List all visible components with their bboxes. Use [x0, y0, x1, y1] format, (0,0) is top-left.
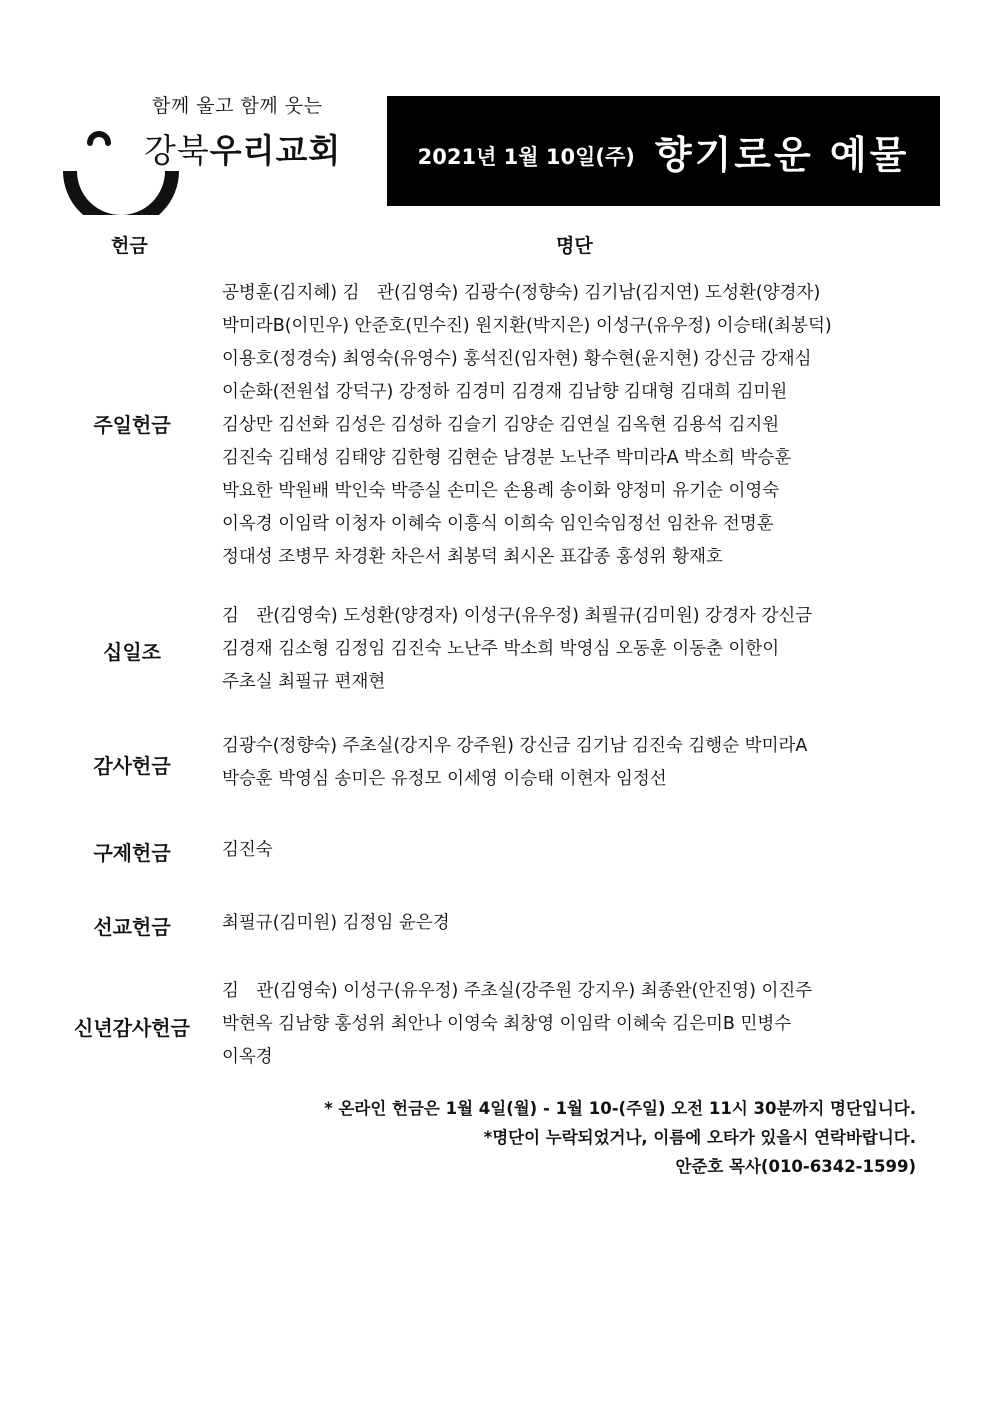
section-label-mission: 선교헌금: [93, 915, 171, 939]
church-slogan: 함께 울고 함께 웃는: [152, 95, 323, 117]
name-line: 이순화(전원섭 강덕구) 강정하 김경미 김경재 김남향 김대형 김대희 김미원: [222, 382, 788, 402]
section-label-sunday: 주일헌금: [93, 413, 171, 437]
service-date: 2021년 1월 10일(주): [417, 145, 635, 169]
name-line: 정대성 조병무 차경환 차은서 최봉덕 최시온 표갑종 홍성위 황재호: [222, 547, 723, 567]
name-line: 김진숙 김태성 김태양 김한형 김현순 남경분 노난주 박미라A 박소희 박승훈: [222, 448, 792, 468]
name-line: 김광수(정향숙) 주초실(강지우 강주원) 강신금 김기남 김진숙 김행순 박미라A: [222, 736, 808, 756]
name-line: 주초실 최필규 편재현: [222, 672, 386, 692]
name-line: 박미라B(이민우) 안준호(민수진) 원지환(박지은) 이성구(유우정) 이승태(최봉덕): [222, 316, 832, 336]
note-online-offering: * 온라인 헌금은 1월 4일(월) - 1월 10-(주일) 오전 11시 30분까지 명단입니다.: [324, 1099, 916, 1118]
section-names-newyear: [222, 975, 922, 1074]
footer-notes: [324, 1094, 916, 1181]
column-header-names: 명단: [556, 235, 593, 257]
name-line: 공병훈(김지혜) 김 관(김영숙) 김광수(정향숙) 김기남(김지연) 도성환(양경자): [222, 283, 821, 303]
section-label-thanks: 감사헌금: [93, 754, 171, 778]
column-header-offering: 헌금: [111, 235, 148, 257]
page-title: 향기로운 예물: [654, 132, 910, 177]
church-logo: [60, 85, 360, 215]
title-banner: [387, 96, 940, 206]
note-contact: *명단이 누락되었거나, 이름에 오타가 있을시 연락바랍니다.: [483, 1128, 916, 1147]
name-line: 박승훈 박영심 송미은 유정모 이세영 이승태 이현자 임정선: [222, 769, 667, 789]
section-names-mission: [222, 907, 922, 940]
section-label-tithe: 십일조: [103, 640, 161, 664]
church-name-part1: 강북: [144, 131, 210, 170]
pastor-contact: 안준호 목사(010-6342-1599): [675, 1157, 916, 1176]
church-name-part2: 우리교회: [209, 131, 342, 170]
name-line: 김 관(김영숙) 이성구(유우정) 주초실(강주원 강지우) 최종완(안진영) 이진주: [222, 981, 813, 1001]
name-line: 이옥경 이임락 이청자 이혜숙 이흥식 이희숙 임인숙임정선 임찬유 전명훈: [222, 514, 774, 534]
section-names-sunday: [222, 277, 922, 574]
name-line: 김경재 김소형 김정임 김진숙 노난주 박소희 박영심 오동훈 이동춘 이한이: [222, 639, 780, 659]
name-line: 최필규(김미원) 김정임 윤은경: [222, 913, 450, 933]
name-line: 김진숙: [222, 840, 273, 860]
name-line: 박현옥 김남향 홍성위 최안나 이영숙 최창영 이임락 이혜숙 김은미B 민병수: [222, 1014, 792, 1034]
name-line: 김상만 김선화 김성은 김성하 김슬기 김양순 김연실 김옥현 김용석 김지원: [222, 415, 780, 435]
name-line: 김 관(김영숙) 도성환(양경자) 이성구(유우정) 최필규(김미원) 강경자 강신금: [222, 606, 813, 626]
section-label-newyear: 신년감사헌금: [74, 1016, 190, 1040]
section-names-relief: [222, 834, 922, 867]
section-names-tithe: [222, 600, 922, 699]
name-line: 이옥경: [222, 1047, 273, 1067]
section-label-relief: 구제헌금: [93, 841, 171, 865]
church-name: [144, 125, 341, 172]
section-names-thanks: [222, 730, 922, 796]
name-line: 이용호(정경숙) 최영숙(유영수) 홍석진(임자현) 황수현(윤지현) 강신금 강재심: [222, 349, 812, 369]
name-line: 박요한 박원배 박인숙 박증실 손미은 손용례 송이화 양정미 유기순 이영숙: [222, 481, 780, 501]
